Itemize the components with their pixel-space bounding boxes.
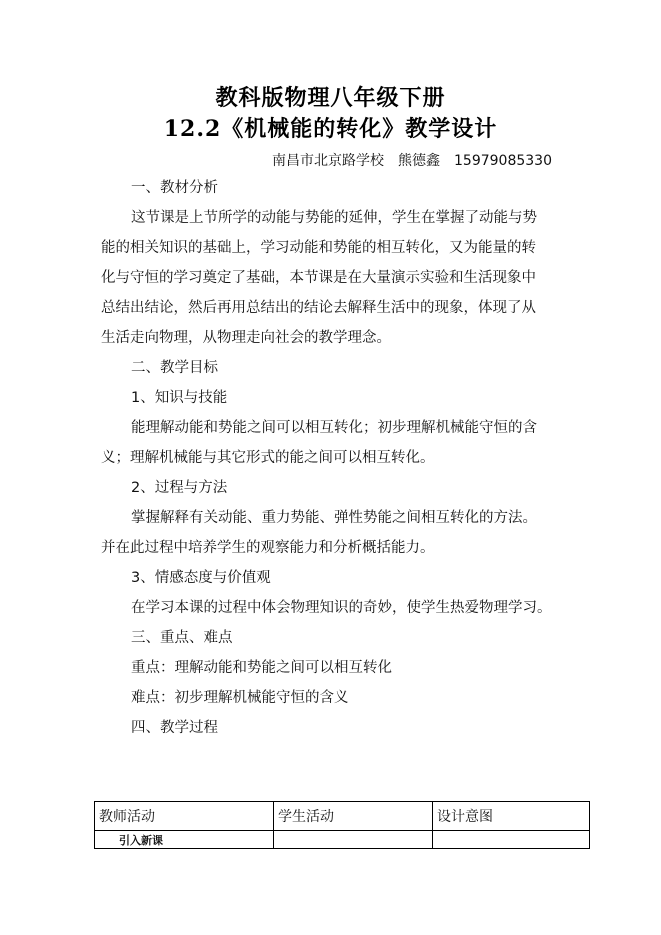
paragraph-line: 掌握解释有关动能、重力势能、弹性势能之间相互转化的方法。 <box>131 510 537 526</box>
table-cell <box>433 831 590 849</box>
paragraph-line: 并在此过程中培养学生的观察能力和分析概括能力。 <box>101 540 435 556</box>
difficulty-text: 难点：初步理解机械能守恒的含义 <box>131 690 349 706</box>
table-cell: 引入新课 <box>95 831 274 849</box>
author-school: 南昌市北京路学校 <box>272 153 384 169</box>
document-title-line1: 教科版物理八年级下册 <box>215 85 446 111</box>
table-header-cell: 设计意图 <box>433 802 590 831</box>
paragraph-line: 能的相关知识的基础上，学习动能和势能的相互转化，又为能量的转 <box>101 240 536 256</box>
subsection-heading-knowledge: 1、知识与技能 <box>131 390 228 406</box>
section-heading-materials: 一、教材分析 <box>131 180 218 196</box>
section-heading-process: 四、教学过程 <box>131 720 218 736</box>
table-header-row <box>95 802 590 831</box>
author-info <box>272 150 552 170</box>
key-point-text: 重点：理解动能和势能之间可以相互转化 <box>131 660 392 676</box>
paragraph-line: 总结出结论，然后再用总结出的结论去解释生活中的现象，体现了从 <box>101 300 536 316</box>
section-heading-key-points: 三、重点、难点 <box>131 630 233 646</box>
document-title-line2: 12.2《机械能的转化》教学设计 <box>163 116 498 142</box>
paragraph-line: 生活走向物理，从物理走向社会的教学理念。 <box>101 330 391 346</box>
teaching-process-table <box>94 801 590 849</box>
paragraph-line: 能理解动能和势能之间可以相互转化；初步理解机械能守恒的含 <box>131 420 537 436</box>
paragraph-line: 在学习本课的过程中体会物理知识的奇妙，使学生热爱物理学习。 <box>131 600 552 616</box>
table-header-cell: 教师活动 <box>95 802 274 831</box>
table-row <box>95 831 590 849</box>
section-heading-objectives: 二、教学目标 <box>131 360 218 376</box>
author-name: 熊德鑫 <box>398 153 440 169</box>
subsection-heading-attitude: 3、情感态度与价值观 <box>131 570 271 586</box>
subsection-heading-process: 2、过程与方法 <box>131 480 228 496</box>
table-cell <box>274 831 433 849</box>
paragraph-line: 化与守恒的学习奠定了基础，本节课是在大量演示实验和生活现象中 <box>101 270 536 286</box>
author-phone: 15979085330 <box>454 153 552 169</box>
table-header-cell: 学生活动 <box>274 802 433 831</box>
paragraph-line: 这节课是上节所学的动能与势能的延伸，学生在掌握了动能与势 <box>131 210 537 226</box>
paragraph-line: 义；理解机械能与其它形式的能之间可以相互转化。 <box>101 450 435 466</box>
